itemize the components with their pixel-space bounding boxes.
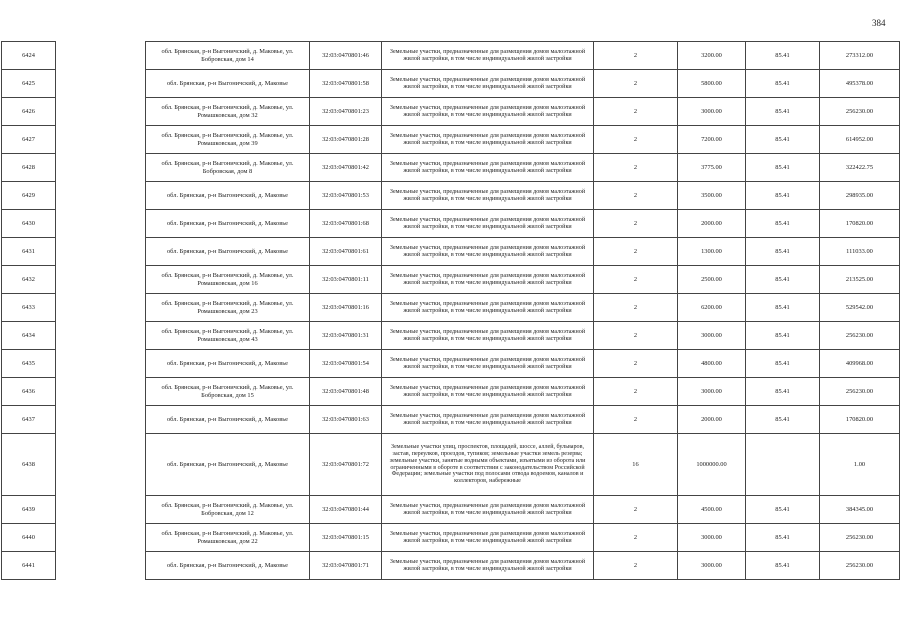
specific-value-cell: 85.41: [746, 322, 820, 350]
row-number-cell: 6433: [2, 294, 56, 322]
use-group-cell: 2: [594, 350, 678, 378]
row-number-cell: 6440: [2, 524, 56, 552]
specific-value-cell: 85.41: [746, 266, 820, 294]
address-cell: обл. Брянская, р-н Выгоничский, д. Маковье, ул. Ромашковская, дом 23: [146, 294, 310, 322]
cadastral-number-cell: 32:03:0470801:48: [310, 378, 382, 406]
land-use-cell: Земельные участки, предназначенные для размещения домов малоэтажной жилой застройки, в том числе индивидуальной жилой застройки: [382, 524, 594, 552]
area-cell: 1300.00: [678, 238, 746, 266]
cadastral-value-cell: 1.00: [820, 434, 900, 496]
area-cell: 3200.00: [678, 42, 746, 70]
row-number-cell: 6428: [2, 154, 56, 182]
specific-value-cell: 85.41: [746, 154, 820, 182]
address-cell: обл. Брянская, р-н Выгоничский, д. Маковье, ул. Бобровская, дом 14: [146, 42, 310, 70]
row-number-cell: 6430: [2, 210, 56, 238]
address-cell: обл. Брянская, р-н Выгоничский, д. Маковье, ул. Бобровская, дом 12: [146, 496, 310, 524]
use-group-cell: 2: [594, 322, 678, 350]
specific-value-cell: 85.41: [746, 378, 820, 406]
table-row: [2, 322, 900, 350]
use-group-cell: 2: [594, 496, 678, 524]
area-cell: 3000.00: [678, 322, 746, 350]
area-cell: 4800.00: [678, 350, 746, 378]
address-cell: обл. Брянская, р-н Выгоничский, д. Маковье: [146, 182, 310, 210]
land-use-cell: Земельные участки, предназначенные для размещения домов малоэтажной жилой застройки, в том числе индивидуальной жилой застройки: [382, 266, 594, 294]
table-row: [2, 210, 900, 238]
specific-value-cell: 85.41: [746, 182, 820, 210]
use-group-cell: 2: [594, 70, 678, 98]
blank-gap-cell: [56, 98, 146, 126]
use-group-cell: 2: [594, 238, 678, 266]
area-cell: 2000.00: [678, 210, 746, 238]
cadastral-number-cell: 32:03:0470801:63: [310, 406, 382, 434]
blank-gap-cell: [56, 434, 146, 496]
address-cell: обл. Брянская, р-н Выгоничский, д. Маковье, ул. Бобровская, дом 8: [146, 154, 310, 182]
table-row: [2, 154, 900, 182]
use-group-cell: 2: [594, 154, 678, 182]
cadastral-value-cell: 256230.00: [820, 98, 900, 126]
row-number-cell: 6434: [2, 322, 56, 350]
address-cell: обл. Брянская, р-н Выгоничский, д. Маковье: [146, 70, 310, 98]
use-group-cell: 2: [594, 42, 678, 70]
specific-value-cell: 85.41: [746, 42, 820, 70]
address-cell: обл. Брянская, р-н Выгоничский, д. Маковье, ул. Ромашковская, дом 43: [146, 322, 310, 350]
blank-gap-cell: [56, 496, 146, 524]
area-cell: 5800.00: [678, 70, 746, 98]
area-cell: 3000.00: [678, 378, 746, 406]
blank-gap-cell: [56, 406, 146, 434]
area-cell: 1000000.00: [678, 434, 746, 496]
row-number-cell: 6429: [2, 182, 56, 210]
use-group-cell: 2: [594, 406, 678, 434]
cadastral-number-cell: 32:03:0470801:54: [310, 350, 382, 378]
row-number-cell: 6432: [2, 266, 56, 294]
specific-value-cell: 85.41: [746, 552, 820, 580]
table-row: [2, 378, 900, 406]
address-cell: обл. Брянская, р-н Выгоничский, д. Маковье: [146, 406, 310, 434]
blank-gap-cell: [56, 70, 146, 98]
cadastral-value-cell: 273312.00: [820, 42, 900, 70]
table-row: [2, 266, 900, 294]
cadastral-value-cell: 614952.00: [820, 126, 900, 154]
page-number: 384: [872, 18, 886, 28]
address-cell: обл. Брянская, р-н Выгоничский, д. Маковье: [146, 434, 310, 496]
table-row: [2, 434, 900, 496]
land-use-cell: Земельные участки, предназначенные для размещения домов малоэтажной жилой застройки, в том числе индивидуальной жилой застройки: [382, 406, 594, 434]
table-row: [2, 406, 900, 434]
cadastral-value-cell: 256230.00: [820, 552, 900, 580]
area-cell: 3000.00: [678, 552, 746, 580]
use-group-cell: 2: [594, 266, 678, 294]
land-use-cell: Земельные участки, предназначенные для размещения домов малоэтажной жилой застройки, в том числе индивидуальной жилой застройки: [382, 126, 594, 154]
land-use-cell: Земельные участки, предназначенные для размещения домов малоэтажной жилой застройки, в том числе индивидуальной жилой застройки: [382, 154, 594, 182]
cadastral-value-cell: 256230.00: [820, 322, 900, 350]
specific-value-cell: 85.41: [746, 496, 820, 524]
land-use-cell: Земельные участки, предназначенные для размещения домов малоэтажной жилой застройки, в том числе индивидуальной жилой застройки: [382, 322, 594, 350]
specific-value-cell: 85.41: [746, 98, 820, 126]
specific-value-cell: 85.41: [746, 406, 820, 434]
land-use-cell: Земельные участки, предназначенные для размещения домов малоэтажной жилой застройки, в том числе индивидуальной жилой застройки: [382, 42, 594, 70]
land-use-cell: Земельные участки, предназначенные для размещения домов малоэтажной жилой застройки, в том числе индивидуальной жилой застройки: [382, 294, 594, 322]
table-row: [2, 552, 900, 580]
use-group-cell: 2: [594, 294, 678, 322]
row-number-cell: 6427: [2, 126, 56, 154]
address-cell: обл. Брянская, р-н Выгоничский, д. Маковье: [146, 350, 310, 378]
area-cell: 3775.00: [678, 154, 746, 182]
blank-gap-cell: [56, 350, 146, 378]
blank-gap-cell: [56, 294, 146, 322]
table-row: [2, 98, 900, 126]
area-cell: 4500.00: [678, 496, 746, 524]
area-cell: 2500.00: [678, 266, 746, 294]
row-number-cell: 6436: [2, 378, 56, 406]
area-cell: 7200.00: [678, 126, 746, 154]
land-use-cell: Земельные участки, предназначенные для размещения домов малоэтажной жилой застройки, в том числе индивидуальной жилой застройки: [382, 552, 594, 580]
cadastral-value-cell: 170820.00: [820, 406, 900, 434]
cadastral-value-cell: 256230.00: [820, 378, 900, 406]
cadastral-number-cell: 32:03:0470801:15: [310, 524, 382, 552]
row-number-cell: 6438: [2, 434, 56, 496]
row-number-cell: 6437: [2, 406, 56, 434]
row-number-cell: 6441: [2, 552, 56, 580]
land-use-cell: Земельные участки, предназначенные для размещения домов малоэтажной жилой застройки, в том числе индивидуальной жилой застройки: [382, 182, 594, 210]
use-group-cell: 16: [594, 434, 678, 496]
specific-value-cell: 85.41: [746, 210, 820, 238]
cadastral-number-cell: 32:03:0470801:44: [310, 496, 382, 524]
table-row: [2, 350, 900, 378]
land-use-cell: Земельные участки, предназначенные для размещения домов малоэтажной жилой застройки, в том числе индивидуальной жилой застройки: [382, 350, 594, 378]
blank-gap-cell: [56, 182, 146, 210]
use-group-cell: 2: [594, 98, 678, 126]
cadastral-value-cell: 495378.00: [820, 70, 900, 98]
cadastral-value-cell: 409968.00: [820, 350, 900, 378]
table-row: [2, 294, 900, 322]
cadastral-value-cell: 256230.00: [820, 524, 900, 552]
area-cell: 3500.00: [678, 182, 746, 210]
use-group-cell: 2: [594, 126, 678, 154]
cadastral-value-cell: 111033.00: [820, 238, 900, 266]
row-number-cell: 6425: [2, 70, 56, 98]
cadastral-number-cell: 32:03:0470801:72: [310, 434, 382, 496]
use-group-cell: 2: [594, 182, 678, 210]
blank-gap-cell: [56, 42, 146, 70]
table-row: [2, 42, 900, 70]
cadastral-number-cell: 32:03:0470801:53: [310, 182, 382, 210]
cadastral-number-cell: 32:03:0470801:23: [310, 98, 382, 126]
address-cell: обл. Брянская, р-н Выгоничский, д. Маковье: [146, 552, 310, 580]
blank-gap-cell: [56, 552, 146, 580]
specific-value-cell: 85.41: [746, 238, 820, 266]
area-cell: 6200.00: [678, 294, 746, 322]
table-row: [2, 524, 900, 552]
use-group-cell: 2: [594, 552, 678, 580]
cadastral-number-cell: 32:03:0470801:31: [310, 322, 382, 350]
land-use-cell: Земельные участки, предназначенные для размещения домов малоэтажной жилой застройки, в том числе индивидуальной жилой застройки: [382, 210, 594, 238]
use-group-cell: 2: [594, 524, 678, 552]
specific-value-cell: 85.41: [746, 294, 820, 322]
cadastral-value-cell: 322422.75: [820, 154, 900, 182]
address-cell: обл. Брянская, р-н Выгоничский, д. Маковье: [146, 238, 310, 266]
blank-gap-cell: [56, 266, 146, 294]
area-cell: 3000.00: [678, 524, 746, 552]
cadastral-number-cell: 32:03:0470801:28: [310, 126, 382, 154]
cadastral-number-cell: 32:03:0470801:71: [310, 552, 382, 580]
land-use-cell: Земельные участки, предназначенные для размещения домов малоэтажной жилой застройки, в том числе индивидуальной жилой застройки: [382, 496, 594, 524]
row-number-cell: 6426: [2, 98, 56, 126]
row-number-cell: 6435: [2, 350, 56, 378]
cadastral-value-cell: 213525.00: [820, 266, 900, 294]
row-number-cell: 6431: [2, 238, 56, 266]
row-number-cell: 6439: [2, 496, 56, 524]
blank-gap-cell: [56, 524, 146, 552]
use-group-cell: 2: [594, 210, 678, 238]
area-cell: 2000.00: [678, 406, 746, 434]
blank-gap-cell: [56, 378, 146, 406]
cadastral-value-cell: 170820.00: [820, 210, 900, 238]
area-cell: 3000.00: [678, 98, 746, 126]
cadastral-value-table: [1, 41, 900, 580]
address-cell: обл. Брянская, р-н Выгоничский, д. Маковье, ул. Ромашковская, дом 39: [146, 126, 310, 154]
blank-gap-cell: [56, 322, 146, 350]
land-use-cell: Земельные участки, предназначенные для размещения домов малоэтажной жилой застройки, в том числе индивидуальной жилой застройки: [382, 378, 594, 406]
cadastral-number-cell: 32:03:0470801:68: [310, 210, 382, 238]
cadastral-value-cell: 384345.00: [820, 496, 900, 524]
address-cell: обл. Брянская, р-н Выгоничский, д. Маковье, ул. Бобровская, дом 15: [146, 378, 310, 406]
table-row: [2, 182, 900, 210]
table-row: [2, 126, 900, 154]
cadastral-number-cell: 32:03:0470801:16: [310, 294, 382, 322]
cadastral-value-cell: 529542.00: [820, 294, 900, 322]
address-cell: обл. Брянская, р-н Выгоничский, д. Маковье, ул. Ромашковская, дом 22: [146, 524, 310, 552]
cadastral-number-cell: 32:03:0470801:11: [310, 266, 382, 294]
land-use-cell: Земельные участки, предназначенные для размещения домов малоэтажной жилой застройки, в том числе индивидуальной жилой застройки: [382, 70, 594, 98]
land-use-cell: Земельные участки улиц, проспектов, площадей, шоссе, аллей, бульваров, застав, переулков, проездов, тупиков; земельные участки земель резерва; земельные участки, занятые водными объектами, изъятыми из оборота или ограниченными в обороте в соответствии с законодательством Российской Федерации; земельные участки под полосами отвода водоемов, каналов и коллекторов, набережные: [382, 434, 594, 496]
address-cell: обл. Брянская, р-н Выгоничский, д. Маковье: [146, 210, 310, 238]
specific-value-cell: 85.41: [746, 524, 820, 552]
specific-value-cell: 85.41: [746, 70, 820, 98]
cadastral-number-cell: 32:03:0470801:46: [310, 42, 382, 70]
land-use-cell: Земельные участки, предназначенные для размещения домов малоэтажной жилой застройки, в том числе индивидуальной жилой застройки: [382, 98, 594, 126]
table-row: [2, 238, 900, 266]
cadastral-number-cell: 32:03:0470801:58: [310, 70, 382, 98]
use-group-cell: 2: [594, 378, 678, 406]
row-number-cell: 6424: [2, 42, 56, 70]
specific-value-cell: [746, 434, 820, 496]
blank-gap-cell: [56, 126, 146, 154]
land-use-cell: Земельные участки, предназначенные для размещения домов малоэтажной жилой застройки, в том числе индивидуальной жилой застройки: [382, 238, 594, 266]
cadastral-number-cell: 32:03:0470801:61: [310, 238, 382, 266]
address-cell: обл. Брянская, р-н Выгоничский, д. Маковье, ул. Ромашковская, дом 32: [146, 98, 310, 126]
table-row: [2, 70, 900, 98]
blank-gap-cell: [56, 154, 146, 182]
blank-gap-cell: [56, 238, 146, 266]
cadastral-value-cell: 298935.00: [820, 182, 900, 210]
specific-value-cell: 85.41: [746, 126, 820, 154]
table-row: [2, 496, 900, 524]
address-cell: обл. Брянская, р-н Выгоничский, д. Маковье, ул. Ромашковская, дом 16: [146, 266, 310, 294]
cadastral-number-cell: 32:03:0470801:42: [310, 154, 382, 182]
blank-gap-cell: [56, 210, 146, 238]
specific-value-cell: 85.41: [746, 350, 820, 378]
